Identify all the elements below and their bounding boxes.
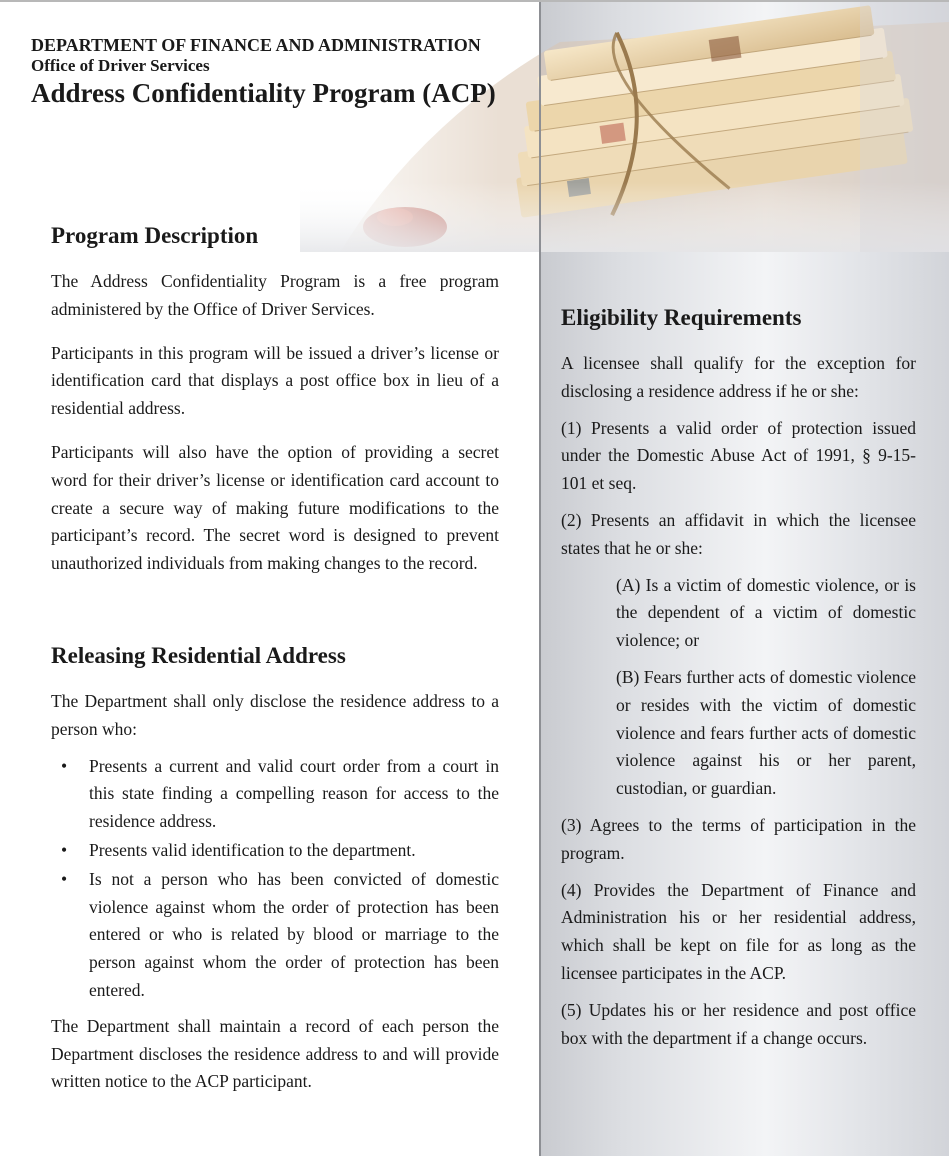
eligibility-item-4: (4) Provides the Department of Finance and Administration his or her residential address, which shall be kept on file for as long as the licensee participates in the ACP. (561, 879, 916, 983)
eligibility-intro: A licensee shall qualify for the exception for disclosing a residence address if he or she: (561, 353, 916, 401)
eligibility-item-2: (2) Presents an affidavit in which the licensee states that he or she: (561, 509, 916, 558)
program-description-paragraph: Participants in this program will be issued a driver’s license or identification card that displays a post office box in lieu of a residential address. (51, 342, 499, 419)
list-item-text: Presents a current and valid court order from a court in this state finding a compelling reason for access to the residence address. (89, 755, 499, 832)
program-description-heading: Program Description (51, 223, 259, 248)
program-description-paragraph: The Address Confidentiality Program is a free program administered by the Office of Driver Services. (51, 271, 499, 319)
list-item (51, 837, 499, 865)
releasing-intro: The Department shall only disclose the residence address to a person who: (51, 690, 499, 739)
department-name: DEPARTMENT OF FINANCE AND ADMINISTRATION (31, 35, 481, 55)
bullet-icon: • (61, 868, 68, 889)
releasing-closing: The Department shall maintain a record of each person the Department discloses the residence address to and will provide written notice to the ACP participant. (51, 1015, 499, 1092)
eligibility-item-3: (3) Agrees to the terms of participation in the program. (561, 814, 916, 863)
document-header (31, 34, 496, 110)
left-column (51, 220, 499, 1096)
eligibility-heading: Eligibility Requirements (561, 305, 802, 330)
eligibility-item-5: (5) Updates his or her residence and post office box with the department if a change occurs. (561, 999, 916, 1048)
list-item-text: Is not a person who has been convicted of domestic violence against whom the order of protection has been entered or who is related by blood or marriage to the person against whom the order of protection has been entered. (89, 868, 499, 1000)
list-item (51, 753, 499, 836)
program-title: Address Confidentiality Program (ACP) (31, 78, 496, 108)
eligibility-item-1: (1) Presents a valid order of protection issued under the Domestic Abuse Act of 1991, § 9-15-101 et seq. (561, 417, 916, 494)
column-divider (539, 2, 541, 1156)
right-column (561, 302, 916, 1061)
list-item (51, 866, 499, 1005)
releasing-conditions-list (51, 753, 499, 1005)
eligibility-subitem-b: (B) Fears further acts of domestic violence or resides with the victim of domestic violence and fears further acts of domestic violence against his or her parent, custodian, or guardian. (616, 666, 916, 799)
eligibility-subitem-a: (A) Is a victim of domestic violence, or is the dependent of a victim of domestic violence; or (616, 574, 916, 651)
bullet-icon: • (61, 839, 68, 860)
office-name: Office of Driver Services (31, 56, 210, 75)
program-description-paragraph: Participants will also have the option of providing a secret word for their driver’s license or identification card account to create a secure way of making future modifications to the participant’s record. The secret word is designed to prevent unauthorized individuals from making changes to the record. (51, 441, 499, 574)
releasing-address-heading: Releasing Residential Address (51, 642, 346, 668)
list-item-text: Presents valid identification to the department. (89, 839, 416, 860)
bullet-icon: • (61, 755, 68, 776)
